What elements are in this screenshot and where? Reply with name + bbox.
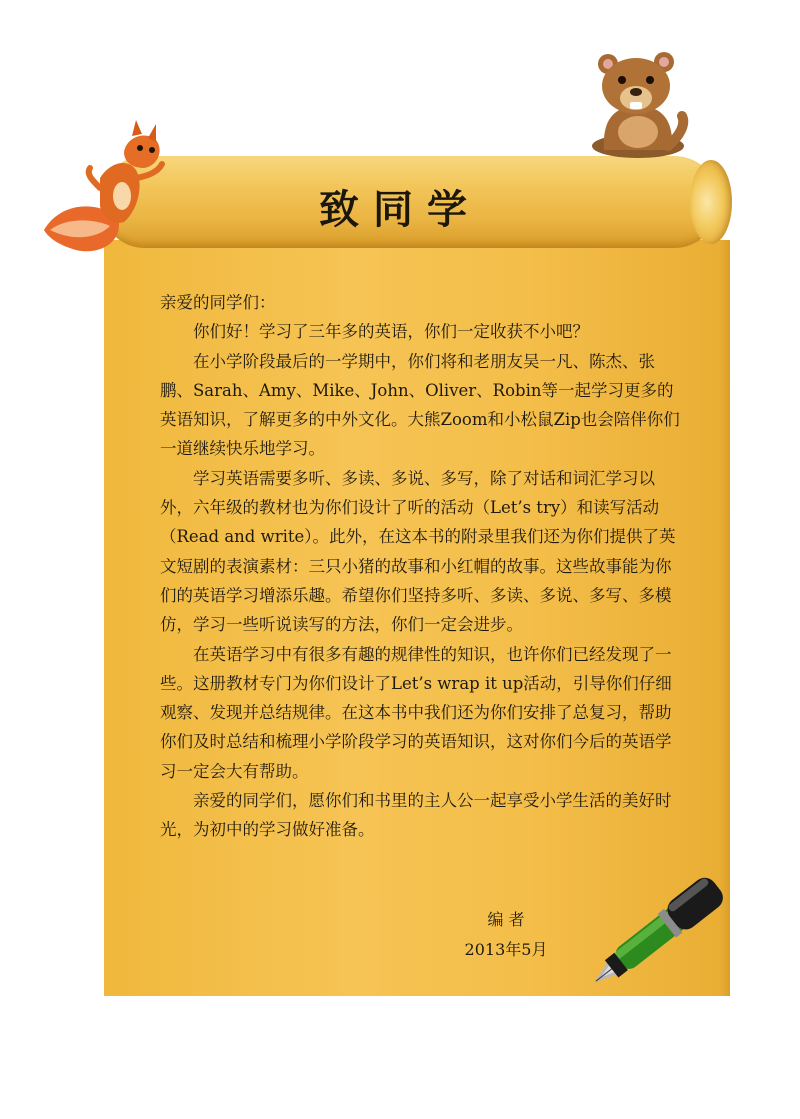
paragraph: 在小学阶段最后的一学期中，你们将和老朋友吴一凡、陈杰、张鹏、Sarah、Amy、Mike、John、Oliver、Robin等一起学习更多的英语知识，了解更多的中外文化。大熊Zoom和小松鼠Zip也会陪伴你们一道继续快乐地学习。	[160, 351, 680, 459]
fountain-pen-icon	[570, 862, 740, 1008]
squirrel-icon	[40, 118, 170, 258]
paragraph: 学习英语需要多听、多读、多说、多写，除了对话和词汇学习以外，六年级的教材也为你们设计了听的活动（Let’s try）和读写活动（Read and write）。此外，在这本书的附录里我们还为你们提供了英文短剧的表演素材：三只小猪的故事和小红帽的故事。这些故事能为你们的英语学习增添乐趣。希望你们坚持多听、多读、多说、多写、多模仿，学习一些听说读写的方法，你们一定会进步。	[160, 468, 676, 635]
signature-date: 2013年5月	[464, 940, 548, 959]
signature-block	[456, 905, 556, 965]
bear-icon	[582, 50, 692, 160]
paragraph: 你们好！学习了三年多的英语，你们一定收获不小吧？	[193, 322, 589, 342]
salutation: 亲爱的同学们：	[160, 293, 276, 312]
paragraph: 亲爱的同学们，愿你们和书里的主人公一起享受小学生活的美好时光，为初中的学习做好准备。	[160, 791, 672, 840]
paragraph: 在英语学习中有很多有趣的规律性的知识，也许你们已经发现了一些。这册教材专门为你们设计了Let’s wrap it up活动，引导你们仔细观察、发现并总结规律。在这本书中我们还为你们安排了总复习，帮助你们及时总结和梳理小学阶段学习的英语知识，这对你们今后的英语学习一定会大有帮助。	[160, 644, 672, 781]
letter-body	[160, 288, 680, 845]
letter-title: 致同学	[319, 186, 481, 233]
signature-author: 编 者	[487, 910, 525, 929]
